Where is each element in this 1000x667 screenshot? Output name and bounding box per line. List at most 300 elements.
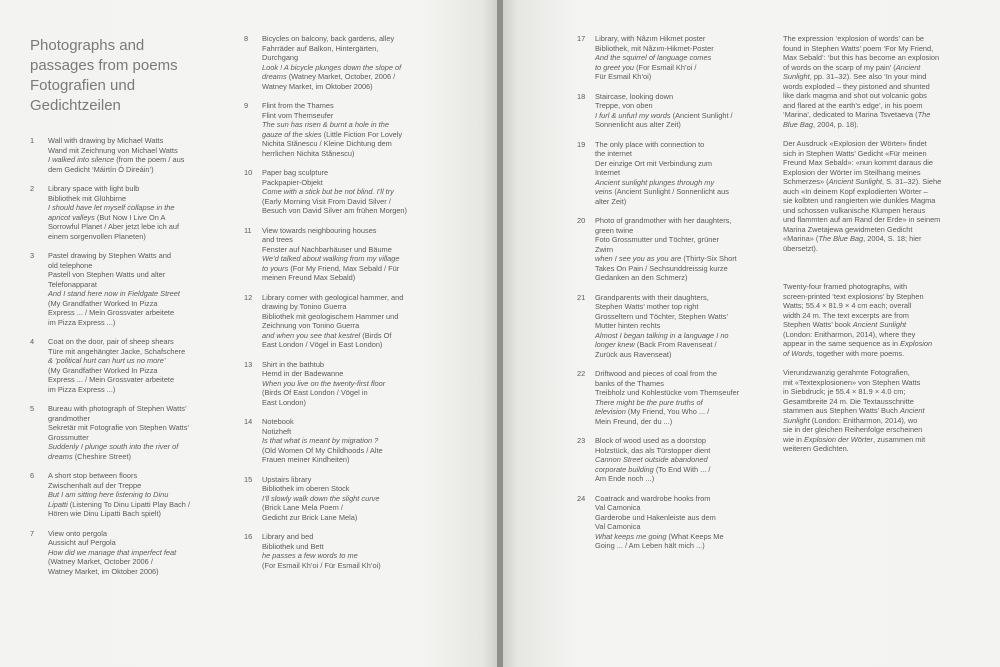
text-line	[783, 387, 993, 397]
text-line	[48, 375, 230, 385]
text-line	[595, 532, 767, 542]
text-run: (For My Friend, Max Sebald / Für	[288, 263, 400, 273]
text-line	[48, 146, 230, 156]
text-run: (But Now I Live On A	[94, 212, 166, 222]
text-run: old telephone	[48, 260, 93, 270]
text-line	[262, 293, 484, 303]
text-line	[262, 360, 484, 370]
text-run: auch «In deinem Kopf explodierten Wörter –	[783, 186, 928, 196]
title-line: Photographs and	[30, 37, 145, 54]
entry-number: 13	[244, 359, 253, 369]
text-run: The	[917, 110, 931, 119]
text-run: Watney Market, im Oktober 2006)	[262, 81, 373, 91]
text-run: The sun has risen & burnt a hole in the	[262, 120, 389, 129]
entry-number: 12	[244, 292, 253, 302]
entry-number: 15	[244, 474, 253, 484]
text-line	[48, 452, 230, 462]
text-run: dreams	[262, 72, 287, 81]
text-run: Come with a stick but be not blind. I’ll try	[262, 187, 394, 196]
text-run: in Siebdruck; je 55.4 × 81.9 × 4.0 cm;	[783, 387, 906, 396]
entry-number: 20	[577, 216, 586, 225]
text-run: Bibliothek, mit Nâzım-Hikmet-Poster	[595, 43, 714, 53]
text-run: Stephen Watts’ mother top right	[595, 302, 699, 311]
caption-entry	[577, 436, 767, 484]
text-run: Freund Max Sebald»: «nun kommt daraus die	[783, 158, 933, 167]
text-line	[783, 110, 993, 120]
text-run: Flint vom Themseufer	[262, 110, 334, 120]
text-run: Sunlight	[783, 415, 810, 425]
text-line	[783, 158, 993, 168]
notes-column-bottom	[783, 282, 993, 464]
text-run: Grandparents with their daughters,	[595, 292, 709, 302]
text-line	[262, 206, 484, 216]
text-line	[783, 187, 993, 197]
text-run: the internet	[595, 149, 632, 158]
text-line	[262, 379, 484, 389]
entry-number: 6	[30, 471, 35, 480]
captions-column-3	[577, 34, 767, 561]
text-line	[262, 53, 484, 63]
text-run: Mutter hinten rechts	[595, 321, 661, 330]
text-line	[48, 299, 230, 309]
text-line	[783, 444, 993, 454]
text-run: Garderobe und Hakenleiste aus dem	[595, 512, 716, 522]
text-line	[48, 548, 230, 558]
text-line	[595, 331, 767, 341]
text-run: Sorrowful Planet / Aber jetzt lebe ich auf	[48, 222, 180, 231]
text-run: What keeps me going	[595, 531, 667, 541]
text-line	[595, 53, 767, 63]
text-run: sie kolbten und rangierten wie dunkles Magma	[783, 196, 936, 205]
text-run: The only place with connection to	[595, 139, 705, 149]
note-paragraph	[783, 34, 993, 129]
text-line	[595, 226, 767, 236]
text-run: longer knew	[595, 340, 635, 349]
text-run: Zwirn	[595, 244, 614, 254]
text-run: he passes a few words to me	[262, 551, 358, 560]
text-line	[783, 196, 993, 206]
text-run: Sunlight	[783, 72, 810, 81]
text-line	[262, 427, 484, 437]
entry-number: 17	[577, 34, 586, 43]
caption-entry	[244, 293, 484, 350]
text-run: to greet you	[595, 62, 635, 72]
note-paragraph	[783, 368, 993, 454]
entry-number: 22	[577, 369, 586, 378]
text-line	[48, 567, 230, 577]
text-run: «Marina» (	[783, 234, 819, 243]
text-line	[262, 264, 484, 274]
text-run: Zwischenhalt auf der Treppe	[48, 480, 142, 490]
captions-column-1	[30, 136, 230, 586]
text-line	[595, 379, 767, 389]
text-line	[262, 101, 484, 111]
text-line	[783, 53, 993, 63]
text-line	[595, 522, 767, 532]
text-line	[48, 481, 230, 491]
entry-number: 11	[244, 225, 252, 235]
text-run: Suddenly I plunge south into the river of	[48, 442, 179, 451]
text-run: I’ll slowly walk down the slight curve	[262, 493, 380, 503]
text-line	[783, 320, 993, 330]
text-run: Vierundzwanzig gerahmte Fotografien,	[783, 368, 910, 377]
text-line	[48, 213, 230, 223]
text-run: Holzstück, das als Türstopper dient	[595, 445, 711, 455]
text-line	[48, 347, 230, 357]
text-line	[48, 280, 230, 290]
text-run: View onto pergola	[48, 528, 108, 538]
text-run: , 2004, p. 18).	[813, 119, 859, 129]
text-run: ‘Marina’, dedicated to Marina Tsvetaeva (	[783, 110, 918, 119]
text-line	[783, 206, 993, 216]
text-line	[262, 369, 484, 379]
text-run: Is that what is meant by migration ?	[262, 436, 379, 445]
text-line	[262, 63, 484, 73]
text-line	[262, 139, 484, 149]
text-line	[48, 366, 230, 376]
text-run: (Birds Of	[360, 330, 392, 340]
text-line	[595, 44, 767, 54]
text-run: apricot valleys	[48, 212, 95, 222]
text-line	[48, 423, 230, 433]
text-run: to yours	[262, 263, 289, 273]
text-run: dreams	[48, 451, 73, 461]
text-line	[262, 331, 484, 341]
text-run: Grossmutter	[48, 432, 89, 442]
text-run: (Brick Lane Mela Poem /	[262, 503, 343, 512]
caption-entry	[30, 529, 230, 577]
text-line	[783, 378, 993, 388]
text-run: Bureau with photograph of Stephen Watts’	[48, 404, 187, 413]
text-run: Express ... / Mein Grossvater arbeitete	[48, 308, 175, 317]
text-line	[262, 532, 484, 542]
entry-number: 21	[577, 292, 586, 302]
text-run: Der Ausdruck «Explosion der Wörter» findet	[783, 139, 927, 148]
text-line	[262, 168, 484, 178]
text-run: herrlichen Nichita Stănescu)	[262, 148, 355, 158]
text-line	[783, 234, 993, 244]
text-run: , 2004, S. 18; hier	[863, 234, 922, 243]
caption-entry	[30, 337, 230, 394]
text-line	[595, 235, 767, 245]
text-run: Bibliothek und Bett	[262, 541, 324, 551]
text-line	[783, 44, 993, 54]
text-run: green twine	[595, 225, 634, 235]
text-run: (Birds Of East London / Vögel in	[262, 388, 368, 397]
text-run: But I am sitting here listening to Dinu	[48, 490, 169, 499]
text-line	[595, 455, 767, 465]
text-line	[595, 111, 767, 121]
text-run: Staircase, looking down	[595, 91, 674, 101]
note-paragraph	[783, 139, 993, 253]
text-run: Telefonapparat	[48, 279, 97, 289]
text-run: Blue Bag	[783, 119, 813, 129]
text-line	[595, 245, 767, 255]
text-run: We’d talked about walking from my village	[262, 254, 400, 263]
text-run: Ancient sunlight plunges through my	[595, 177, 715, 187]
caption-entry	[244, 34, 484, 91]
text-line	[595, 407, 767, 417]
text-run: I furl & unfurl my words	[595, 110, 671, 120]
text-line	[262, 235, 484, 245]
text-run: The expression ‘explosion of words’ can be	[783, 34, 925, 43]
text-run: Cannon Street outside abandoned	[595, 455, 708, 464]
entry-number: 5	[30, 404, 35, 413]
text-line	[595, 293, 767, 303]
text-line	[262, 130, 484, 140]
text-line	[783, 425, 993, 435]
text-run: Besuch von David Silver am frühen Morgen)	[262, 206, 408, 215]
text-run: Gedanken an den Schmerz)	[595, 273, 688, 282]
text-line	[48, 318, 230, 328]
text-run: of Words	[783, 348, 813, 358]
text-run: (Listening To Dinu Lipatti Play Bach /	[67, 499, 191, 509]
text-run: Flint from the Thames	[262, 101, 334, 110]
text-line	[262, 388, 484, 398]
text-run: Pastell von Stephen Watts und alter	[48, 270, 166, 279]
entry-number: 23	[577, 436, 586, 445]
text-run: Shirt in the bathtub	[262, 359, 325, 369]
text-run: Coatrack and wardrobe hooks from	[595, 493, 711, 503]
entry-number: 16	[244, 532, 253, 541]
text-run: , together with more poems.	[812, 348, 905, 358]
text-line	[595, 321, 767, 331]
text-line	[48, 165, 230, 175]
text-run: Foto Grossmutter und Töchter, grüner	[595, 235, 719, 244]
text-line	[48, 404, 230, 414]
text-line	[262, 187, 484, 197]
text-run: Der einzige Ort mit Verbindung zum	[595, 158, 713, 168]
caption-entry	[244, 532, 484, 570]
text-run: How did we manage that imperfect feat	[48, 547, 177, 557]
text-line	[48, 251, 230, 261]
text-run: drawing by Tonino Guerra	[262, 302, 347, 311]
text-run: Max Sebald’: ‘but this has become an explosion	[783, 53, 940, 62]
text-run: I should have let myself collapse in the	[48, 203, 175, 212]
text-run: , S. 31–32). Siehe	[882, 177, 942, 186]
text-run: Hören wie Dinu Lipatti Bach spielt)	[48, 509, 161, 518]
text-run: Nichita Stănescu / Kleine Dichtung dem	[262, 139, 392, 148]
text-line	[262, 82, 484, 92]
text-line	[48, 184, 230, 194]
page-title	[30, 36, 210, 116]
text-line	[595, 264, 767, 274]
text-run: Photo of grandmother with her daughters,	[595, 216, 732, 225]
text-run: Library, with Nâzım Hikmet poster	[595, 34, 706, 43]
text-run: words exploded – they pistoned and shunted	[783, 81, 930, 91]
caption-entry	[244, 475, 484, 523]
text-line	[595, 417, 767, 427]
text-line	[783, 292, 993, 302]
text-line	[48, 529, 230, 539]
text-run: Ancient	[899, 406, 925, 415]
text-run: Going ... / Am Leben hält mich ...)	[595, 541, 705, 550]
entry-number: 1	[30, 136, 35, 145]
text-line	[48, 203, 230, 213]
text-line	[48, 289, 230, 299]
text-run: Notebook	[262, 417, 294, 426]
text-run: television	[595, 407, 626, 416]
caption-entry	[577, 293, 767, 360]
text-run: of words on the scarp of my pain’ (	[783, 62, 896, 72]
text-run: (London: Enitharmon, 2014), where they	[783, 329, 916, 339]
text-run: gauze of the skies	[262, 129, 322, 139]
text-line	[262, 417, 484, 427]
text-run: found in Stephen Watts’ poem ‘For My Friend,	[783, 43, 934, 53]
text-line	[783, 406, 993, 416]
text-line	[595, 513, 767, 523]
text-line	[262, 340, 484, 350]
text-run: (For Esmail Kh’oi /	[634, 62, 697, 72]
text-run: & ‘political hurt can hurt us no more’	[48, 356, 166, 365]
text-line	[48, 155, 230, 165]
text-line	[48, 471, 230, 481]
text-run: (from the poem / aus	[114, 155, 185, 164]
caption-entry	[30, 471, 230, 519]
entry-number: 3	[30, 251, 35, 260]
caption-entry	[30, 184, 230, 241]
text-line	[595, 101, 767, 111]
text-run: A short stop between floors	[48, 471, 138, 480]
text-run: Ancient Sunlight	[828, 177, 883, 186]
entry-number: 2	[30, 184, 35, 193]
entry-number: 4	[30, 337, 35, 346]
text-line	[595, 436, 767, 446]
text-line	[595, 120, 767, 130]
text-run: Türe mit angehängter Jacke, Schafschere	[48, 346, 186, 356]
text-run: (Cheshire Street)	[72, 451, 131, 461]
text-run: Zurück aus Ravenseat)	[595, 349, 672, 359]
text-run: Explosion	[900, 339, 933, 348]
text-line	[262, 197, 484, 207]
text-run: Val Camonica	[595, 503, 641, 512]
entry-number: 8	[244, 34, 249, 43]
text-run: Express ... / Mein Grossvater arbeitete	[48, 375, 175, 384]
text-run: (To End With ... /	[653, 464, 711, 474]
text-run: Ancient	[895, 62, 921, 72]
text-run: Val Camonica	[595, 522, 641, 531]
text-line	[783, 177, 993, 187]
text-line	[262, 436, 484, 446]
text-run: Watts; 55.4 × 81.9 × 4 cm each; overall	[783, 301, 912, 310]
text-run: (Back From Ravenseat /	[634, 340, 717, 349]
entry-number: 19	[577, 139, 586, 149]
text-line	[262, 254, 484, 264]
text-run: East London)	[262, 397, 306, 407]
text-run: Für Esmail Kh’oi)	[595, 72, 652, 81]
caption-entry	[577, 140, 767, 207]
text-line	[595, 63, 767, 73]
text-line	[262, 475, 484, 485]
text-run: Stephen Watts’ book	[783, 320, 853, 329]
text-run: (Watney Market, October 2006 /	[48, 557, 153, 566]
text-line	[48, 337, 230, 347]
text-run: Bibliothek mit geologischem Hammer und	[262, 311, 399, 321]
text-line	[595, 197, 767, 207]
entry-number: 18	[577, 91, 586, 101]
caption-entry	[244, 417, 484, 465]
text-line	[262, 513, 484, 523]
text-run: Treppe, von oben	[595, 101, 653, 110]
text-line	[48, 557, 230, 567]
text-run: Fenster auf Nachbarhäuser und Bäume	[262, 244, 392, 254]
notes-column-top	[783, 34, 993, 263]
text-line	[262, 494, 484, 504]
text-line	[595, 503, 767, 513]
text-line	[783, 244, 993, 254]
text-run: Wall with drawing by Michael Watts	[48, 136, 164, 145]
text-run: Packpapier-Objekt	[262, 177, 323, 187]
text-run: im Pizza Express ...)	[48, 317, 116, 327]
caption-entry	[577, 369, 767, 426]
text-line	[595, 312, 767, 322]
text-run: Paper bag sculpture	[262, 168, 329, 177]
text-line	[595, 388, 767, 398]
text-line	[262, 273, 484, 283]
text-run: Takes On Pain / Sechsunddreissig kurze	[595, 263, 728, 273]
text-run: Frauen meiner Kindheiten)	[262, 455, 350, 464]
text-line	[783, 149, 993, 159]
text-run: Marina Zwetajewa gewidmeten Gedicht	[783, 224, 913, 234]
text-run: screen-printed ‘text explosions’ by Stephen	[783, 291, 924, 301]
text-line	[595, 254, 767, 264]
text-run: (Old Women Of My Childhoods / Alte	[262, 445, 383, 455]
text-line	[262, 111, 484, 121]
text-line	[48, 261, 230, 271]
caption-entry	[30, 136, 230, 174]
text-run: View towards neighbouring houses	[262, 225, 377, 235]
text-run: Watney Market, im Oktober 2006)	[48, 566, 159, 576]
text-line	[595, 474, 767, 484]
text-run: Wand mit Zeichnung von Michael Watts	[48, 145, 178, 155]
text-line	[262, 245, 484, 255]
text-line	[48, 385, 230, 395]
text-line	[595, 465, 767, 475]
text-line	[48, 442, 230, 452]
text-line	[595, 72, 767, 82]
text-run: Coat on the door, pair of sheep shears	[48, 337, 174, 346]
text-line	[48, 270, 230, 280]
text-line	[48, 500, 230, 510]
text-run: Treibholz und Kohlestücke vom Themseufer	[595, 388, 740, 397]
text-line	[48, 222, 230, 232]
text-line	[262, 455, 484, 465]
text-line	[48, 538, 230, 548]
text-run: Look ! A bicycle plunges down the slope of	[262, 62, 402, 72]
text-line	[783, 225, 993, 235]
entry-number: 10	[244, 168, 253, 177]
text-line	[262, 178, 484, 188]
text-line	[783, 397, 993, 407]
text-run: wie in	[783, 434, 804, 444]
text-line	[262, 72, 484, 82]
text-line	[262, 484, 484, 494]
text-line	[783, 82, 993, 92]
text-run: like dark magma and shot out volcanic gobs	[783, 91, 927, 100]
text-run: grandmother	[48, 413, 90, 423]
text-run: Twenty-four framed photographs, with	[783, 282, 908, 291]
text-line	[595, 140, 767, 150]
text-run: Internet	[595, 168, 621, 177]
text-line	[595, 541, 767, 551]
caption-entry	[30, 251, 230, 327]
text-run: und schossen vulkanische Klumpen heraus	[783, 205, 926, 215]
text-line	[595, 398, 767, 408]
text-run: appear in the same sequence as in	[783, 339, 901, 348]
text-line	[783, 282, 993, 292]
right-page	[503, 0, 1000, 667]
text-line	[783, 63, 993, 73]
